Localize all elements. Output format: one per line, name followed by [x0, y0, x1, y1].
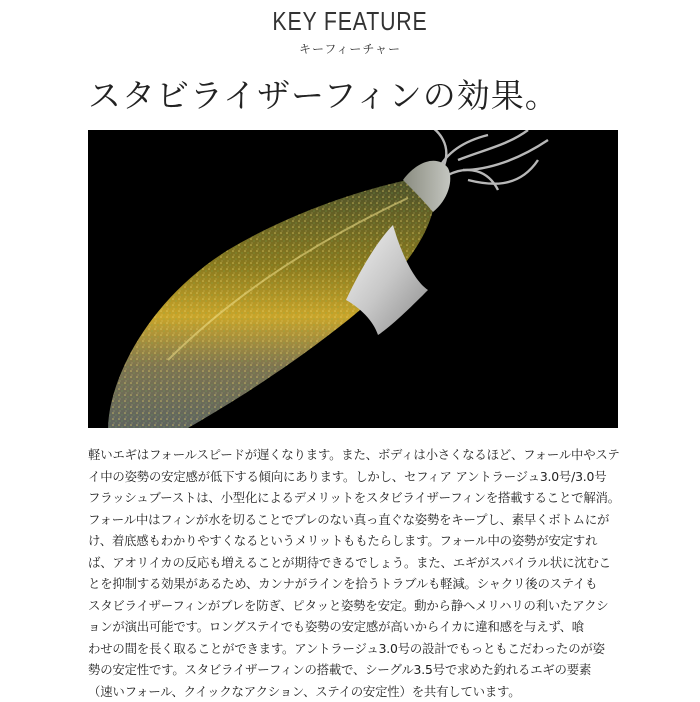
feature-title: スタビライザーフィンの効果。 [88, 76, 559, 116]
description-line: 軽いエギはフォールスピードが遅くなります。また、ボディは小さくなるほど、フォール中やステ [88, 444, 628, 466]
description-line: ョンが演出可能です。ロングステイでも姿勢の安定感が高いからイカに違和感を与えず、喰 [88, 616, 628, 638]
egi-lure-illustration [88, 130, 618, 428]
key-feature-subheading: キーフィーチャー [0, 40, 700, 57]
description-line: スタビライザーフィンがブレを防ぎ、ピタッと姿勢を安定。動から静へメリハリの利いたアクシ [88, 595, 628, 617]
product-photo [88, 130, 618, 428]
feature-description [88, 444, 628, 702]
description-line: ば、アオリイカの反応も増えることが期待できるでしょう。また、エギがスパイラル状に沈むこ [88, 552, 628, 574]
key-feature-heading: KEY FEATURE [63, 6, 637, 36]
description-line: フラッシュブーストは、小型化によるデメリットをスタビライザーフィンを搭載することで解消。 [88, 487, 628, 509]
description-line: とを抑制する効果があるため、カンナがラインを拾うトラブルも軽減。シャクリ後のステイも [88, 573, 628, 595]
description-line: （速いフォール、クイックなアクション、ステイの安定性）を共有しています。 [88, 681, 628, 702]
description-line: け、着底感もわかりやすくなるというメリットももたらします。フォール中の姿勢が安定すれ [88, 530, 628, 552]
description-line: イ中の姿勢の安定感が低下する傾向にあります。しかし、セフィア アントラージュ3.0号/3.0号 [88, 466, 628, 488]
description-line: 勢の安定性です。スタビライザーフィンの搭載で、シーグル3.5号で求めた釣れるエギの要素 [88, 659, 628, 681]
description-line: フォール中はフィンが水を切ることでブレのない真っ直ぐな姿勢をキープし、素早くボトムにが [88, 509, 628, 531]
description-line: わせの間を長く取ることができます。アントラージュ3.0号の設計でもっともこだわったのが姿 [88, 638, 628, 660]
